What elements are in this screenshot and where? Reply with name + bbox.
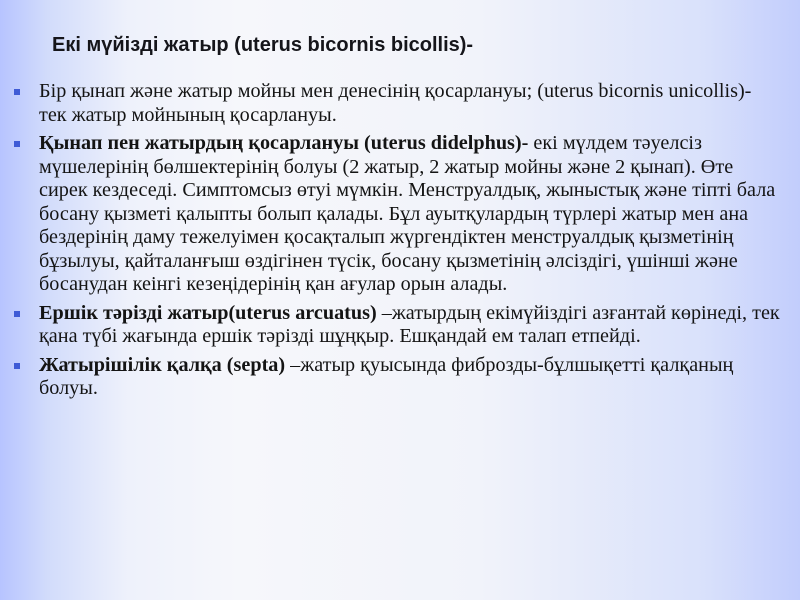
bullet-term: Қынап пен жатырдың қосарлануы (uterus didelphus)- — [39, 132, 529, 154]
bullet-item — [14, 302, 784, 349]
bullet-text: –жатыр қуысында фиброзды-бұлшықетті қалқаның болуы. — [39, 353, 734, 399]
bullet-item — [14, 80, 784, 127]
bullet-item — [14, 354, 784, 401]
slide-title: Екі мүйізді жатыр (uterus bicornis bicollis)- — [52, 34, 474, 56]
bullet-text: –жатырдың екімүйіздігі азғантай көрінеді, тек қана түбі жағында ершік тәрізді шұңқыр. Ешқандай ем талап етпейді. — [39, 301, 780, 347]
bullet-square-icon — [14, 141, 20, 147]
bullet-square-icon — [14, 363, 20, 369]
bullet-term: Ершік тәрізді жатыр(uterus arcuatus) — [39, 301, 377, 324]
bullet-text: екі мүлдем тәуелсіз мүшелерінің бөлшектерінің болуы (2 жатыр, 2 жатыр мойны және 2 қынап). Өте сирек кездеседі. Симптомсыз өтуі мүмкін. Менструалдық, жыныстық және тіпті бала босану қызметі қалыпты болып қалады. Бұл ауытқулардың түрлері жатыр мен ана бездерінің даму тежелуімен қосақталып жүргендіктен менструалдық қызметінің бұзылуы, қайталанғыш өздігінен түсік, босану қызметінің әлсіздігі, үшінші және босанудан кеінгі кезеңідерінің қан ағулар орын алады. — [39, 132, 776, 295]
bullet-square-icon — [14, 89, 20, 95]
bullet-text: Бір қынап және жатыр мойны мен денесінің қосарлануы; (uterus bicornis unicollis)- тек жатыр мойнының қосарлануы. — [39, 80, 752, 126]
bullet-item — [14, 132, 784, 297]
bullet-list — [14, 80, 784, 406]
bullet-square-icon — [14, 311, 20, 317]
bullet-term: Жатырішілік қалқа (septa) — [39, 353, 286, 376]
